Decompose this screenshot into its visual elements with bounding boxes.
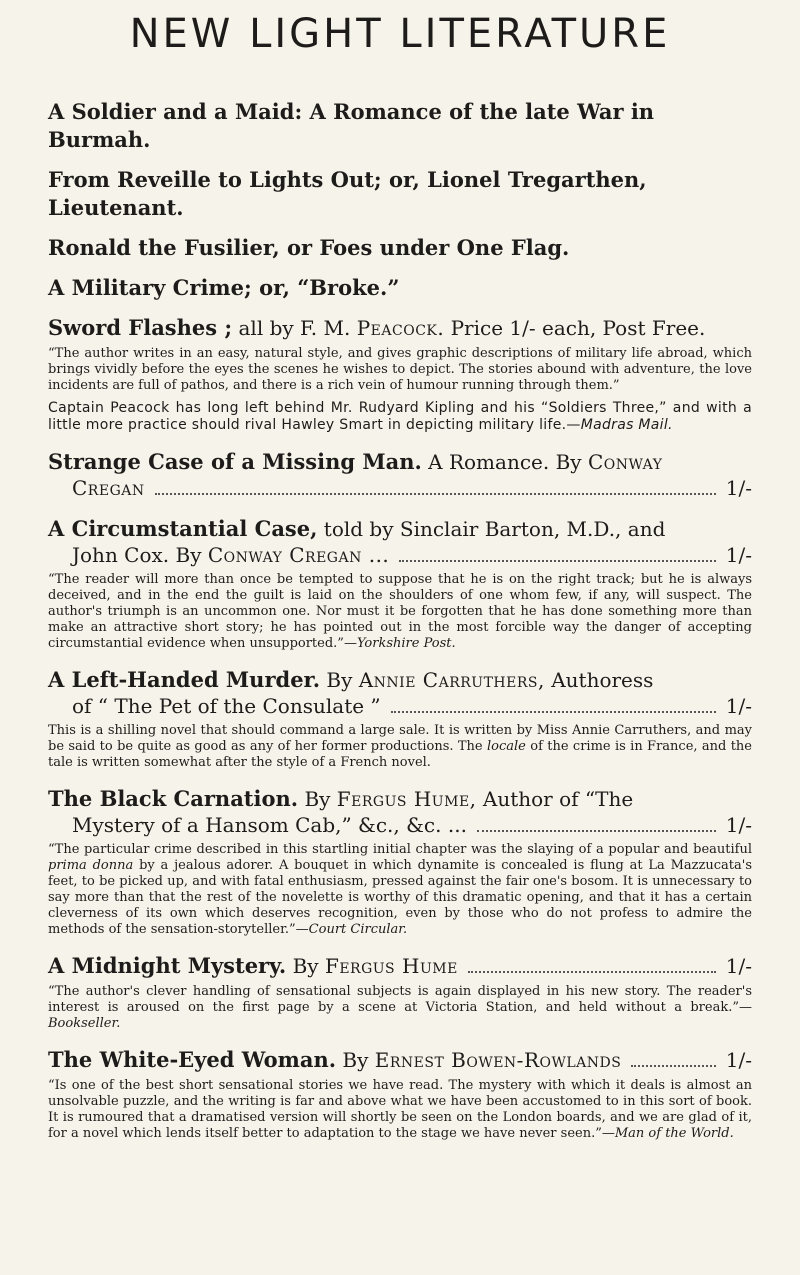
price: 1/- — [725, 813, 752, 837]
entry-heading — [48, 448, 752, 476]
review-quote — [48, 400, 752, 434]
review-source: Madras Mail. — [580, 417, 673, 433]
review-quote-text: “The reader will more than once be tempted to suppose that he is on the right track; but he is always deceived, and in the end the guilt is laid on the shoulders of one whom few, if any, will suspect. The author's triumph is an uncommon one. Nor must it be forgotten that he has done something more than make an attractive short story; he has pointed out in the most forcible way the danger of accepting circumstantial evidence when unsupported.”— — [48, 572, 752, 651]
byline: of “ The Pet of the Consulate ” — [72, 694, 381, 718]
review-source: Man of the World. — [614, 1126, 734, 1141]
price-line — [48, 694, 752, 719]
entry-circumstantial-case — [48, 515, 752, 652]
book-title: The White-Eyed Woman. — [48, 1047, 337, 1072]
review-text-a: “The particular crime described in this startling initial chapter was the slaying of a popular and beautiful — [48, 842, 752, 857]
review-text — [48, 572, 752, 652]
price-line — [48, 476, 752, 501]
entry-heading — [48, 666, 752, 694]
book-title-military-crime: A Military Crime; or, “Broke.” — [48, 275, 400, 300]
dot-leader — [468, 970, 716, 973]
entry-heading — [48, 314, 752, 342]
review-italic: locale — [487, 739, 526, 754]
byline: By — [292, 954, 319, 978]
review-text — [48, 842, 752, 938]
byline: John Cox. By — [72, 543, 202, 567]
review-text — [48, 984, 752, 1032]
dot-leader — [391, 710, 716, 713]
entry-heading — [48, 1046, 752, 1074]
dot-leader — [477, 829, 716, 832]
review-text-b: of the crime is in France, and the tale is written somewhat after the style of a French novel. — [48, 739, 752, 770]
book-title-ronald-fusilier: Ronald the Fusilier, or Foes under One Flag. — [48, 235, 570, 260]
price: 1/- — [725, 1048, 752, 1072]
byline: By — [326, 668, 353, 692]
review-text — [48, 1078, 752, 1142]
entry-heading — [48, 952, 752, 980]
book-title: Sword Flashes ; — [48, 315, 233, 340]
price-line — [48, 543, 752, 568]
entry-black-carnation — [48, 785, 752, 938]
byline: By — [304, 787, 331, 811]
author-name: Peacock. — [356, 316, 445, 340]
byline: A Romance. By — [428, 450, 582, 474]
author-name: Annie Carruthers, — [358, 668, 545, 692]
dot-leader — [631, 1064, 715, 1067]
author-name: Cregan — [72, 476, 145, 500]
review-source: Court Circular. — [308, 922, 408, 937]
byline: all by F. M. — [238, 316, 351, 340]
masthead: NEW LIGHT LITERATURE — [129, 11, 671, 57]
byline-suffix: Authoress — [551, 668, 654, 692]
price: 1/- — [725, 543, 752, 567]
author-name: Fergus Hume, — [336, 787, 477, 811]
entry-strange-case — [48, 448, 752, 501]
author-name: Conway — [587, 450, 663, 474]
byline: By — [342, 1048, 369, 1072]
review-text — [48, 723, 752, 771]
entry-heading — [48, 785, 752, 813]
dot-leader — [155, 492, 716, 495]
price: 1/- — [725, 476, 752, 500]
dot-leader — [399, 559, 715, 562]
review-italic: prima donna — [48, 858, 134, 873]
review-quote-text: “Is one of the best short sensational stories we have read. The mystery with which it deals is almost an unsolvable puzzle, and the writing is far and above what we have been accustomed to in this sort of book. It is rumoured that a dramatised version will shortly be seen on the London boards, and we are glad of it, for a novel which lends itself better to adaptation to the stage we have never seen.”— — [48, 1078, 752, 1141]
review-text-a: This is a shilling novel that should command a large sale. It is written by Miss Annie Carruthers, and may be said to be quite as good as any of her former productions. The — [48, 723, 752, 754]
review-text: “The author writes in an easy, natural style, and gives graphic descriptions of military life abroad, which brings vividly before the eyes the scenes he wishes to depict. The stories abound with adventure, the love incidents are full of pathos, and there is a rich vein of humour running through them.” — [48, 346, 752, 393]
byline: told by Sinclair Barton, M.D., and — [323, 517, 666, 541]
entry-midnight-mystery — [48, 952, 752, 1032]
entry-left-handed-murder — [48, 666, 752, 771]
book-title-soldier-and-maid: A Soldier and a Maid: A Romance of the late War in Burmah. — [48, 99, 655, 152]
book-title: A Left-Handed Murder. — [48, 667, 321, 692]
price-note: Price 1/- each, Post Free. — [450, 316, 706, 340]
book-title: The Black Carnation. — [48, 786, 299, 811]
author-name: Ernest Bowen-Rowlands — [374, 1048, 622, 1072]
entry-white-eyed-woman — [48, 1046, 752, 1142]
byline: Mystery of a Hansom Cab,” &c., &c. ... — [72, 813, 467, 837]
author-name: Conway Cregan ... — [207, 543, 390, 567]
byline-suffix: Author of “The — [482, 787, 634, 811]
entry-sword-flashes — [48, 314, 752, 434]
review-quote-text: Captain Peacock has long left behind Mr. Rudyard Kipling and his “Soldiers Three,” and with a little more practice should rival Hawley Smart in depicting military life.— — [48, 400, 752, 433]
price: 1/- — [725, 954, 752, 978]
book-title: Strange Case of a Missing Man. — [48, 449, 422, 474]
author-name: Fergus Hume — [324, 954, 458, 978]
book-title: A Circumstantial Case, — [48, 516, 318, 541]
book-title-reveille: From Reveille to Lights Out; or, Lionel Tregarthen, Lieutenant. — [48, 167, 647, 220]
price: 1/- — [725, 694, 752, 718]
entry-heading — [48, 515, 752, 543]
review-text-b: by a jealous adorer. A bouquet in which dynamite is concealed is flung at La Mazzucata's feet, to be picked up, and with fatal enthusiasm, pressed against the fair one's bosom. It is unnecessary to say more than that the rest of the novelette is worthy of this dramatic opening, and that it has a certain cleverness of its own which deserves recognition, even by those who do not profess to admire the methods of the sensation-storyteller.”— — [48, 858, 752, 937]
price-line — [48, 813, 752, 838]
review-quote-text: “The author's clever handling of sensational subjects is again displayed in his new story. The reader's interest is aroused on the first page by a scene at Victoria Station, and held without a break.”— — [48, 984, 752, 1015]
review-source: Bookseller. — [48, 1016, 121, 1031]
book-title: A Midnight Mystery. — [48, 953, 287, 978]
review-source: Yorkshire Post. — [356, 636, 456, 651]
